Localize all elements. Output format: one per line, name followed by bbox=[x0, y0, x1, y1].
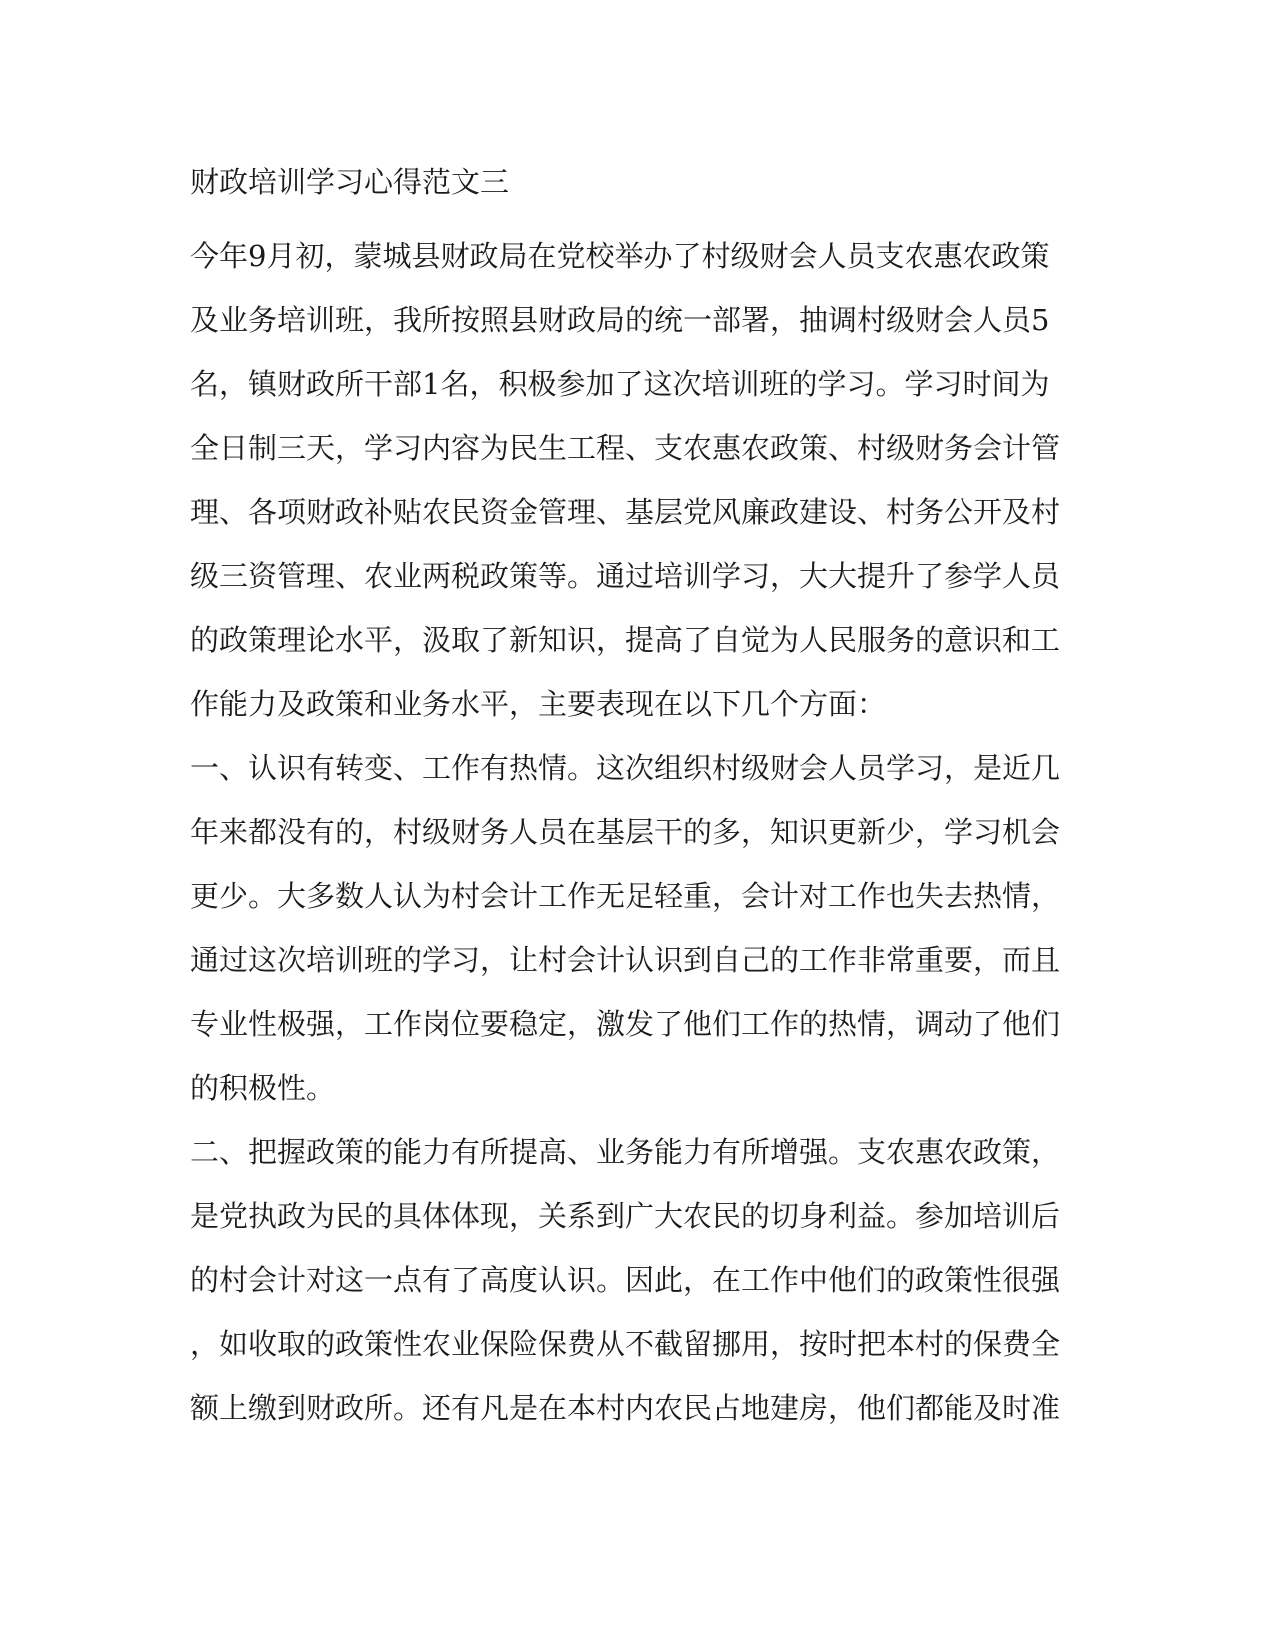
text-line: 是党执政为民的具体体现，关系到广大农民的切身利益。参加培训后 bbox=[190, 1199, 1061, 1233]
text-line: 的村会计对这一点有了高度认识。因此，在工作中他们的政策性很强 bbox=[190, 1263, 1061, 1297]
document-title: 财政培训学习心得范文三 bbox=[190, 165, 510, 199]
paragraph-section-two bbox=[190, 1120, 1070, 1440]
text-line: 及业务培训班，我所按照县财政局的统一部署，抽调村级财会人员5 bbox=[190, 303, 1050, 337]
paragraph-intro bbox=[190, 224, 1070, 736]
text-line: 额上缴到财政所。还有凡是在本村内农民占地建房，他们都能及时准 bbox=[190, 1391, 1061, 1425]
paragraph-section-one bbox=[190, 736, 1070, 1120]
text-line: 名，镇财政所干部1名，积极参加了这次培训班的学习。学习时间为 bbox=[190, 367, 1050, 401]
text-line: 一、认识有转变、工作有热情。这次组织村级财会人员学习，是近几 bbox=[190, 751, 1061, 785]
text-line: 通过这次培训班的学习，让村会计认识到自己的工作非常重要，而且 bbox=[190, 943, 1061, 977]
text-line: ，如收取的政策性农业保险保费从不截留挪用，按时把本村的保费全 bbox=[190, 1327, 1061, 1361]
text-line: 专业性极强，工作岗位要稳定，激发了他们工作的热情，调动了他们 bbox=[190, 1007, 1061, 1041]
text-line: 二、把握政策的能力有所提高、业务能力有所增强。支农惠农政策， bbox=[190, 1135, 1061, 1169]
text-line: 全日制三天，学习内容为民生工程、支农惠农政策、村级财务会计管 bbox=[190, 431, 1061, 465]
text-line: 作能力及政策和业务水平，主要表现在以下几个方面： bbox=[190, 687, 887, 721]
text-line: 的积极性。 bbox=[190, 1071, 336, 1105]
text-line: 今年9月初，蒙城县财政局在党校举办了村级财会人员支农惠农政策 bbox=[190, 239, 1050, 273]
text-line: 更少。大多数人认为村会计工作无足轻重，会计对工作也失去热情， bbox=[190, 879, 1061, 913]
text-line: 级三资管理、农业两税政策等。通过培训学习，大大提升了参学人员 bbox=[190, 559, 1061, 593]
document-body bbox=[190, 162, 1070, 1440]
text-line: 年来都没有的，村级财务人员在基层干的多，知识更新少，学习机会 bbox=[190, 815, 1061, 849]
text-line: 的政策理论水平，汲取了新知识，提高了自觉为人民服务的意识和工 bbox=[190, 623, 1061, 657]
text-line: 理、各项财政补贴农民资金管理、基层党风廉政建设、村务公开及村 bbox=[190, 495, 1061, 529]
